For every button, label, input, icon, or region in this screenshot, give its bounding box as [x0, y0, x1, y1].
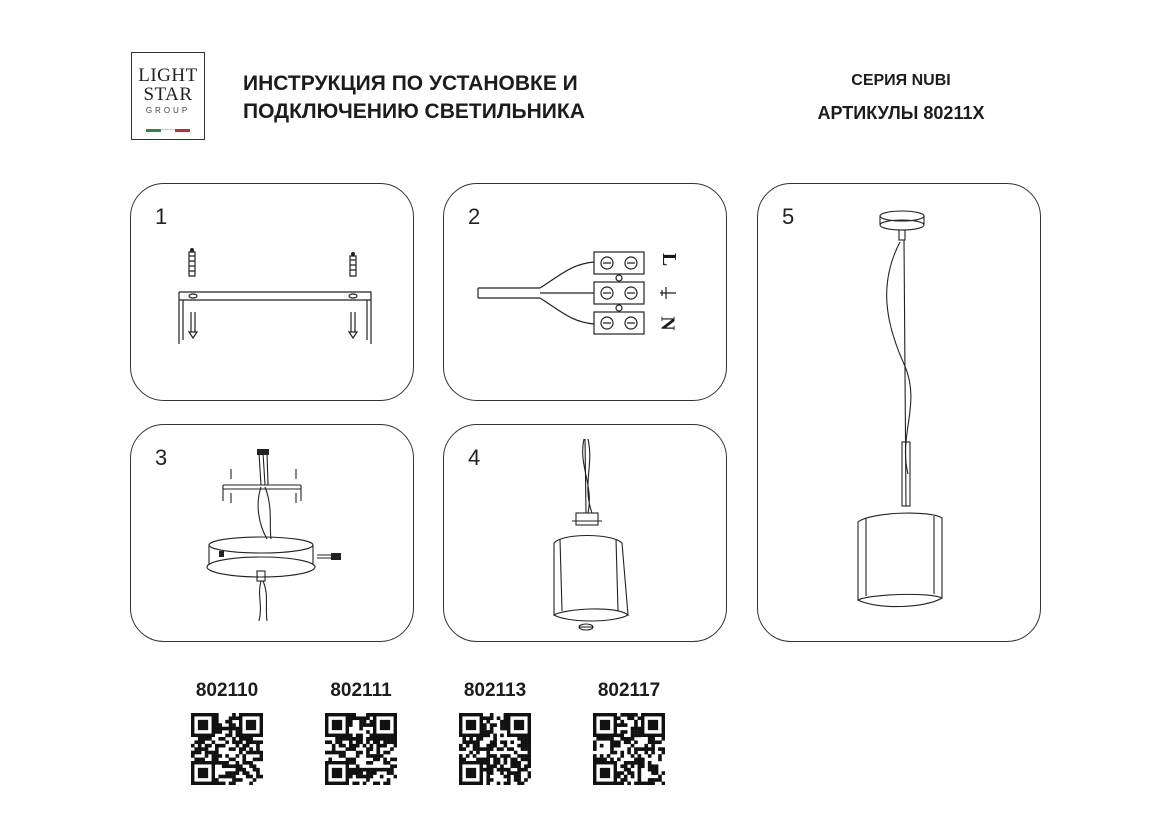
- logo-text-group: GROUP: [145, 106, 191, 115]
- step-panel-4: [443, 424, 727, 642]
- step-number: 3: [155, 445, 168, 470]
- step-panel-5: [757, 183, 1041, 642]
- product-code: 802117: [597, 680, 661, 701]
- product-code: 802111: [330, 680, 392, 701]
- logo-text-light: LIGHT: [138, 65, 198, 86]
- series-info: [795, 70, 1007, 126]
- series-name: СЕРИЯ NUBI: [851, 72, 951, 89]
- terminal-block-wiring-icon: [444, 184, 728, 402]
- page-title: [243, 70, 585, 126]
- step-number: 2: [468, 204, 481, 229]
- step-number: 1: [155, 204, 168, 229]
- mounting-bracket-with-screws-icon: [131, 184, 415, 402]
- step-number: 4: [468, 445, 481, 470]
- step-number: 5: [782, 204, 795, 229]
- qr-code-icon[interactable]: [593, 713, 665, 785]
- step-panel-1: [130, 183, 414, 401]
- product-code: 802113: [463, 680, 527, 701]
- step-panel-2: [443, 183, 727, 401]
- qr-code-icon[interactable]: [191, 713, 263, 785]
- article-numbers: АРТИКУЛЫ 80211X: [817, 103, 985, 123]
- product-code: 802110: [195, 680, 259, 701]
- title-line-2: ПОДКЛЮЧЕНИЮ СВЕТИЛЬНИКА: [243, 100, 585, 123]
- product-802117: [591, 680, 667, 785]
- italian-flag-icon: [146, 129, 190, 132]
- qr-code-icon[interactable]: [325, 713, 397, 785]
- brand-logo: [131, 52, 205, 140]
- canopy-attachment-icon: [131, 425, 415, 643]
- qr-code-icon[interactable]: [459, 713, 531, 785]
- title-line-1: ИНСТРУКЦИЯ ПО УСТАНОВКЕ И: [243, 72, 578, 95]
- product-802110: [189, 680, 265, 785]
- assembled-pendant-lamp-icon: [758, 184, 1042, 643]
- logo-text-star: STAR: [143, 84, 193, 105]
- terminal-label-n: N: [656, 316, 679, 331]
- product-802111: [323, 680, 399, 785]
- product-802113: [457, 680, 533, 785]
- terminal-label-l: L: [658, 252, 681, 267]
- shade-attachment-icon: [444, 425, 728, 643]
- step-panel-3: [130, 424, 414, 642]
